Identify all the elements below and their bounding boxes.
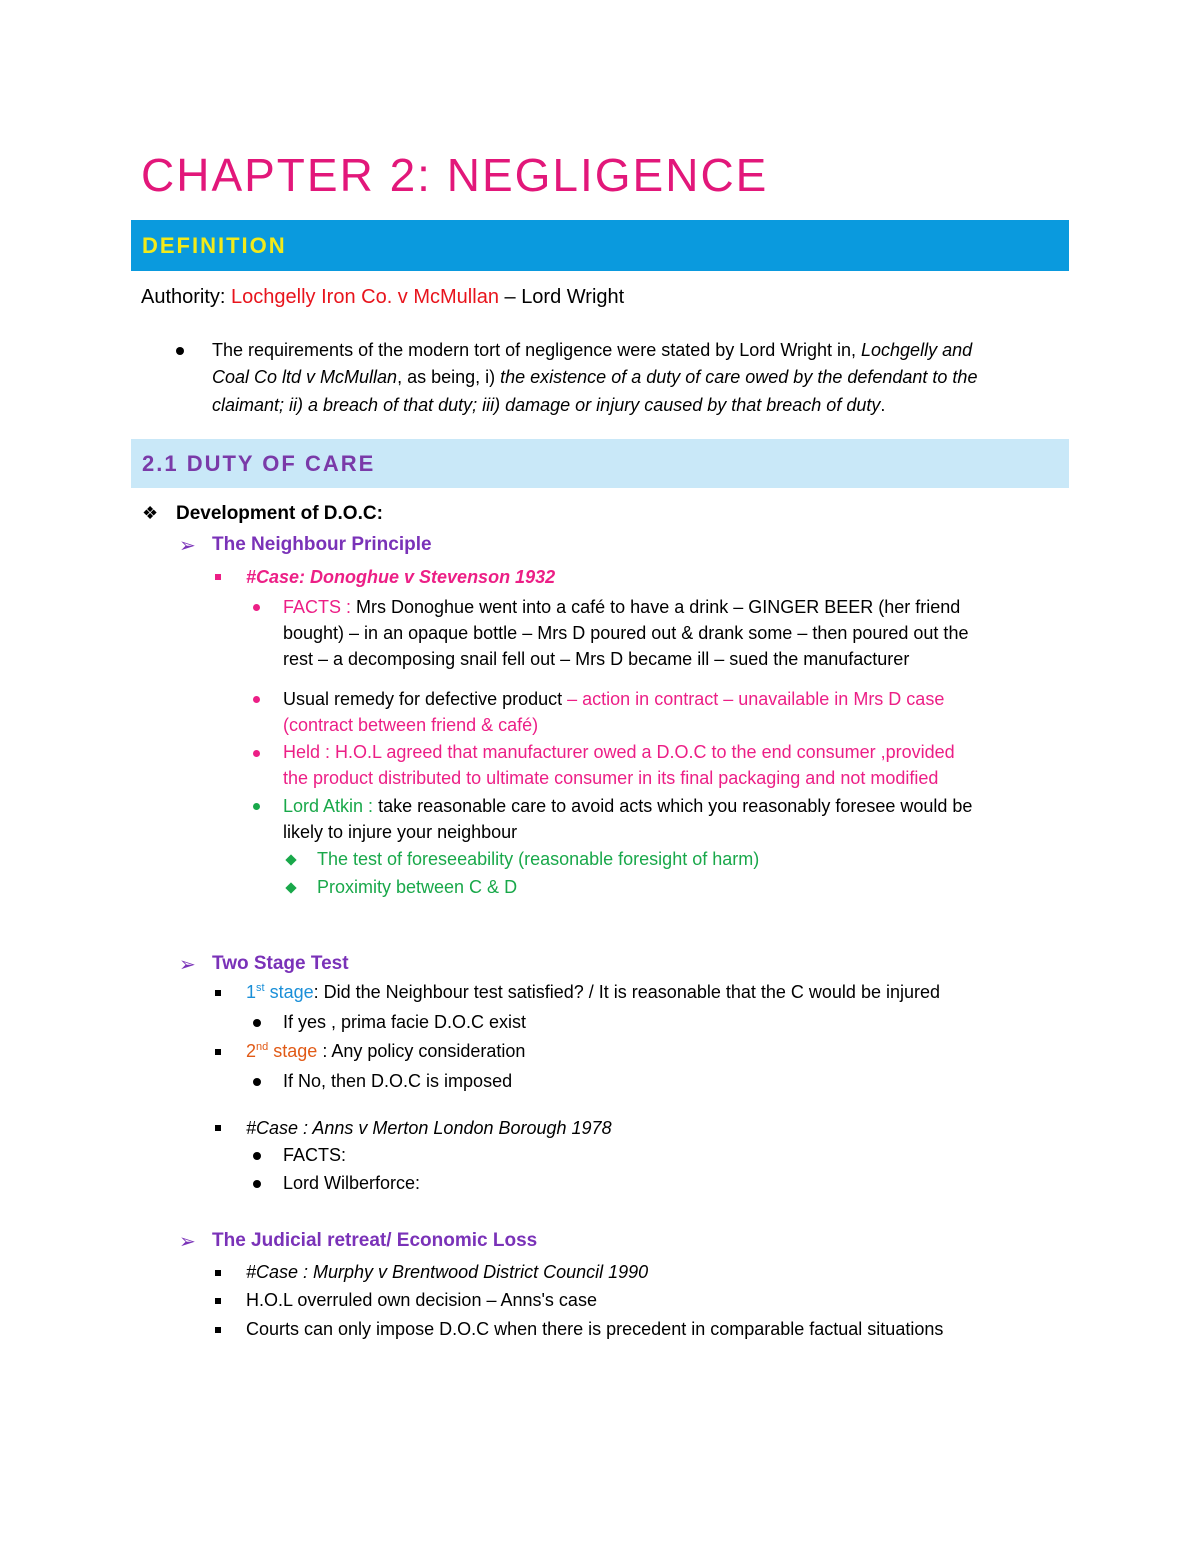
bullet-dot-icon	[253, 1019, 261, 1027]
stage-1-line	[246, 982, 940, 1003]
facts-label: FACTS :	[283, 597, 357, 617]
remedy-line-1	[283, 689, 944, 710]
atkin-label: Lord Atkin :	[283, 796, 379, 816]
facts-text-1: Mrs Donoghue went into a café to have a drink – GINGER BEER (her friend	[356, 597, 961, 617]
requirements-line-1	[212, 340, 972, 361]
stage-2-line	[246, 1041, 525, 1062]
bullet-dot-icon	[253, 750, 260, 757]
atkin-line-2: likely to injure your neighbour	[283, 822, 518, 842]
requirements-case-a: Lochgelly and	[861, 340, 973, 360]
bullet-dot-icon	[253, 1078, 261, 1086]
stage-1-colon: :	[313, 982, 324, 1002]
stage-2-sub: If No, then D.O.C is imposed	[283, 1071, 513, 1091]
square-bullet-icon	[215, 1125, 221, 1131]
stage-1-sub: If yes , prima facie D.O.C exist	[283, 1012, 527, 1032]
remedy-line-2: (contract between friend & café)	[283, 715, 539, 735]
diamond-bullet-icon	[285, 854, 296, 865]
stage-2-label: stage	[268, 1041, 318, 1061]
murphy-case: #Case : Murphy v Brentwood District Council 1990	[246, 1262, 649, 1282]
square-bullet-icon	[215, 1298, 221, 1304]
anns-facts: FACTS:	[283, 1145, 347, 1165]
overruled-line: H.O.L overruled own decision – Anns's case	[246, 1290, 597, 1310]
bullet-dot-icon	[253, 696, 260, 703]
held-line-1: Held : H.O.L agreed that manufacturer owed a D.O.C to the end consumer ,provided	[283, 742, 955, 762]
arrow-bullet-icon: ➢	[179, 535, 196, 557]
stage-1-label: stage	[264, 982, 314, 1002]
authority-label: Authority:	[141, 286, 232, 308]
bullet-dot-icon	[253, 604, 260, 611]
authority-case: Lochgelly Iron Co. v McMullan	[231, 286, 499, 308]
chapter-title: CHAPTER 2: NEGLIGENCE	[141, 149, 769, 201]
requirements-line-3	[212, 395, 885, 416]
atkin-text-1: take reasonable care to avoid acts which you reasonably foresee would be	[378, 796, 973, 816]
requirements-text-b: , as being, i)	[397, 367, 501, 387]
two-stage-heading: Two Stage Test	[212, 953, 349, 974]
stage-1-number: 1	[246, 982, 257, 1002]
facts-line-2: bought) – in an opaque bottle – Mrs D poured out & drank some – then poured out the	[283, 623, 969, 643]
lord-wilberforce: Lord Wilberforce:	[283, 1173, 421, 1193]
duty-of-care-heading: 2.1 DUTY OF CARE	[142, 451, 376, 476]
requirements-text: The requirements of the modern tort of negligence were stated by Lord Wright in,	[212, 340, 862, 360]
courts-line: Courts can only impose D.O.C when there is precedent in comparable factual situations	[246, 1319, 944, 1339]
authority-sep: –	[498, 286, 522, 308]
square-bullet-icon	[215, 1270, 221, 1276]
stage-1-text: Did the Neighbour test satisfied? / It is reasonable that the C would be injured	[323, 982, 940, 1002]
authority-judge: Lord Wright	[521, 286, 625, 308]
four-diamond-icon: ❖	[142, 503, 159, 523]
atkin-line-1	[283, 796, 972, 817]
stage-2-text: : Any policy consideration	[317, 1041, 526, 1061]
authority-line	[141, 286, 624, 309]
bullet-dot-icon	[176, 347, 184, 355]
retreat-heading: The Judicial retreat/ Economic Loss	[212, 1230, 538, 1251]
arrow-bullet-icon: ➢	[179, 1231, 196, 1253]
bullet-dot-icon	[253, 803, 260, 810]
stage-2-sup: nd	[256, 1041, 269, 1053]
facts-line-3: rest – a decomposing snail fell out – Mrs D became ill – sued the manufacturer	[283, 649, 910, 669]
foreseeability-test: The test of foreseeability (reasonable foresight of harm)	[317, 849, 760, 869]
donoghue-case: #Case: Donoghue v Stevenson 1932	[246, 567, 556, 587]
diamond-bullet-icon	[285, 882, 296, 893]
proximity-test: Proximity between C & D	[317, 877, 518, 897]
requirements-case-b: Coal Co ltd v McMullan	[212, 367, 398, 387]
requirements-italic-b: claimant; ii) a breach of that duty; iii) damage or injury caused by that breach of duty	[212, 395, 881, 415]
requirements-italic-a: the existence of a duty of care owed by the defendant to the	[500, 367, 978, 387]
definition-heading-band	[131, 220, 1069, 271]
duty-of-care-heading-band	[131, 439, 1069, 488]
square-bullet-icon	[215, 1049, 221, 1055]
square-bullet-icon	[215, 574, 221, 580]
anns-case: #Case : Anns v Merton London Borough 1978	[246, 1118, 612, 1138]
arrow-bullet-icon: ➢	[179, 954, 196, 976]
definition-heading: DEFINITION	[142, 233, 287, 258]
remedy-contract: – action in contract – unavailable in Mrs D case	[567, 689, 945, 709]
requirements-period: .	[880, 395, 886, 415]
requirements-line-2	[212, 367, 977, 388]
stage-1-sup: st	[256, 982, 265, 994]
facts-line-1	[283, 597, 960, 618]
bullet-dot-icon	[253, 1152, 261, 1160]
neighbour-heading: The Neighbour Principle	[212, 534, 432, 555]
held-line-2: the product distributed to ultimate consumer in its final packaging and not modified	[283, 768, 939, 788]
bullet-dot-icon	[253, 1180, 261, 1188]
square-bullet-icon	[215, 1327, 221, 1333]
remedy-text: Usual remedy for defective product	[283, 689, 568, 709]
stage-2-number: 2	[246, 1041, 257, 1061]
development-heading: Development of D.O.C:	[176, 503, 383, 524]
square-bullet-icon	[215, 990, 221, 996]
